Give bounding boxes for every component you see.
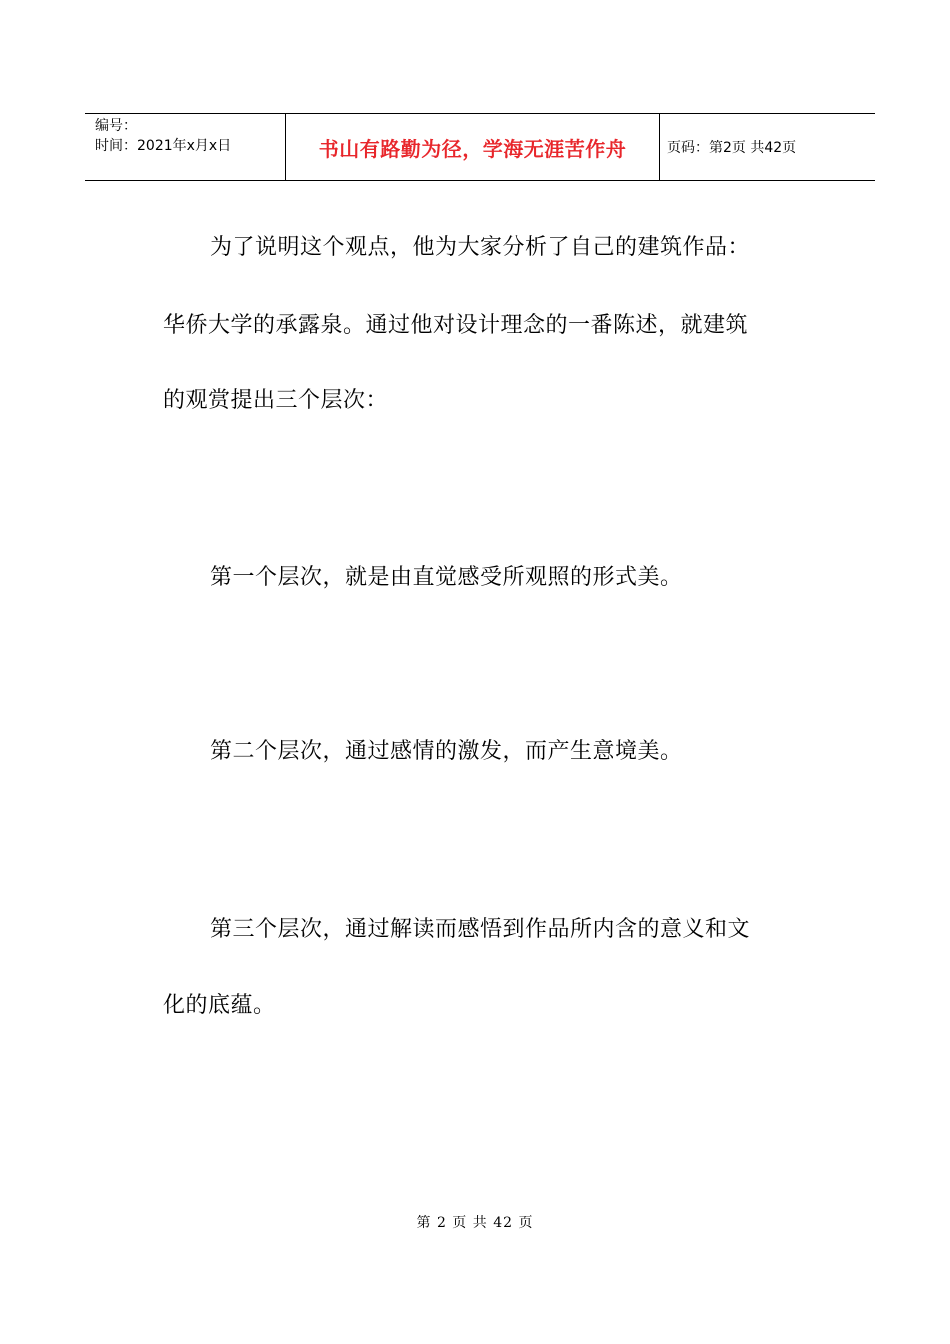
body-line: 华侨大学的承露泉。通过他对设计理念的一番陈述，就建筑	[163, 313, 749, 338]
body-line: 化的底蕴。	[163, 993, 276, 1018]
header-motto: 书山有路勤为径，学海无涯苦作舟	[318, 136, 627, 161]
body-line: 第一个层次，就是由直觉感受所观照的形式美。	[210, 565, 683, 590]
document-header	[85, 113, 875, 181]
page-footer: 第 2 页 共 42 页	[416, 1215, 534, 1231]
body-line: 第二个层次，通过感情的激发，而产生意境美。	[210, 739, 683, 764]
document-time-label: 时间：2021年x月x日	[95, 138, 232, 154]
header-meta	[95, 116, 285, 156]
body-line: 为了说明这个观点，他为大家分析了自己的建筑作品：	[210, 235, 751, 260]
document-number-label: 编号：	[95, 118, 137, 134]
header-page-code: 页码：第2页 共42页	[667, 140, 797, 156]
header-divider	[659, 114, 660, 180]
body-line: 的观赏提出三个层次：	[163, 388, 389, 413]
body-line: 第三个层次，通过解读而感悟到作品所内含的意义和文	[210, 917, 751, 942]
